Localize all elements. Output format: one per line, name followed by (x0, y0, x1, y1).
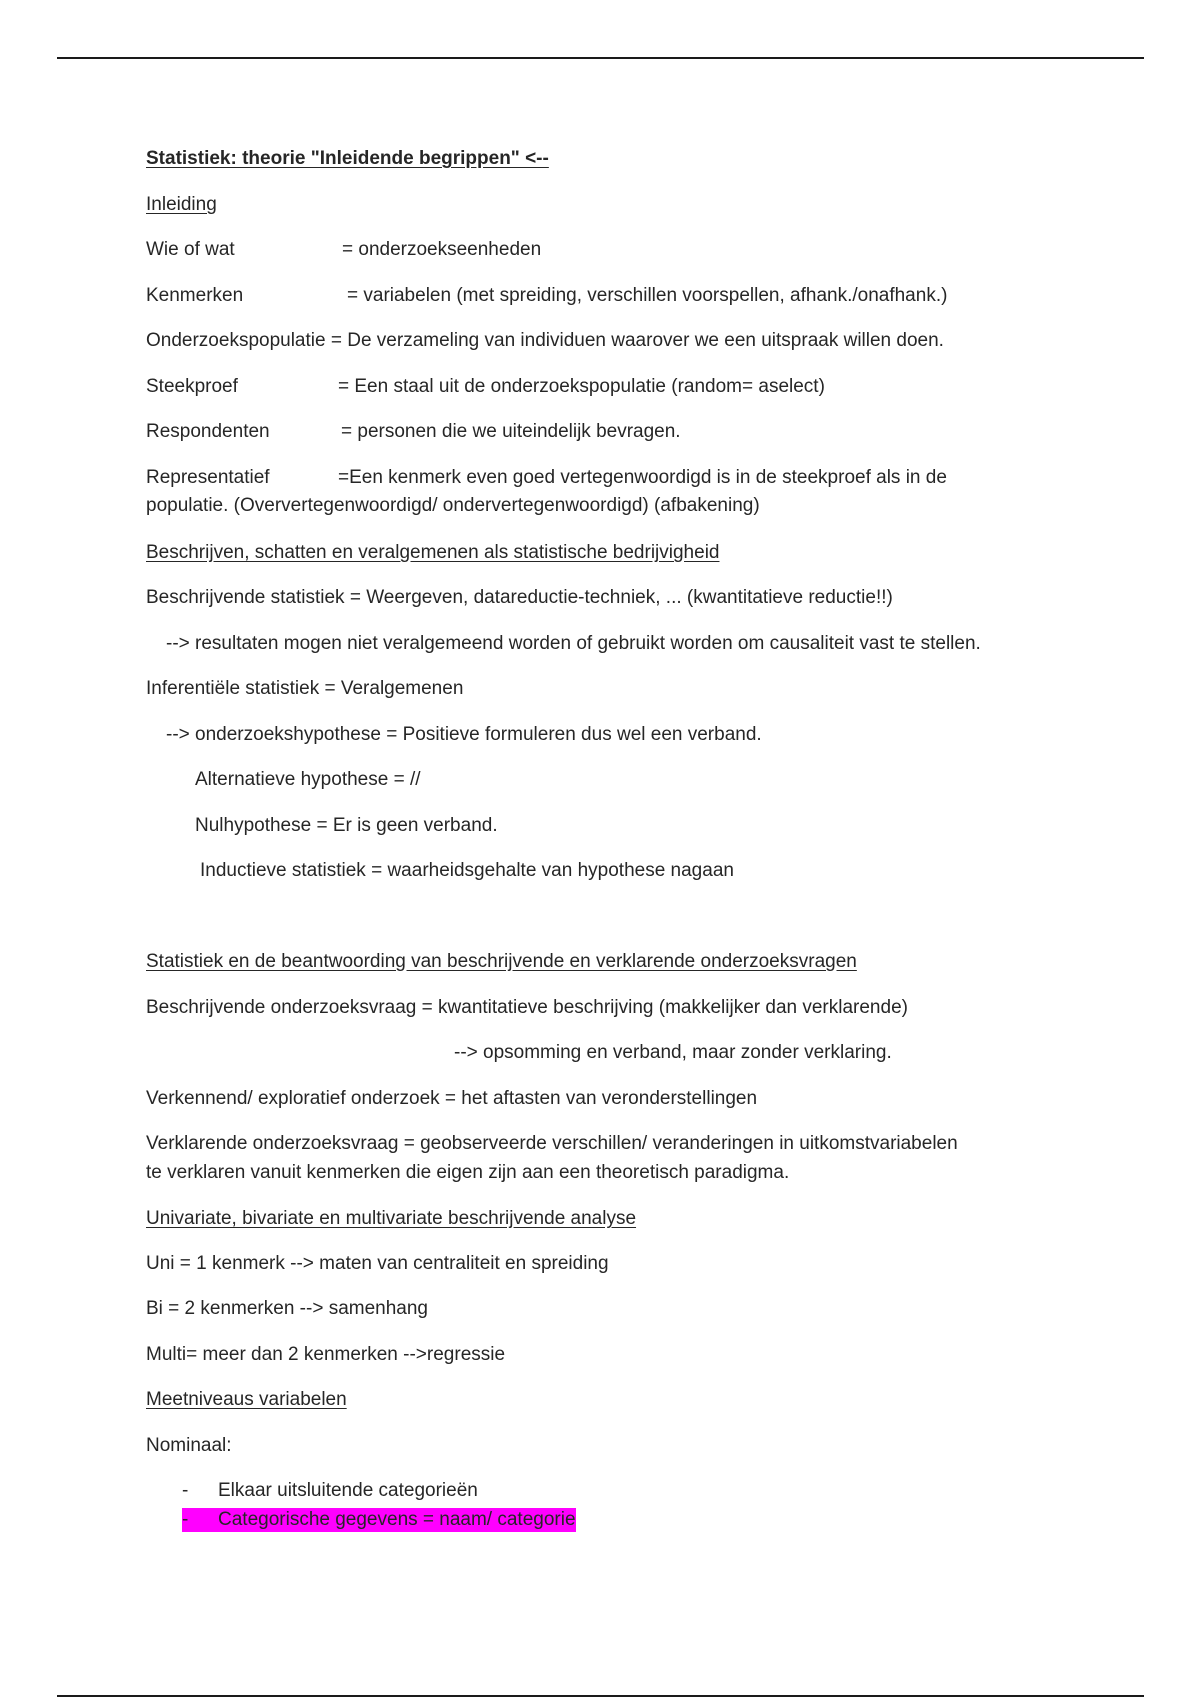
paragraph-beschrijvende-onderzoeksvraag: Beschrijvende onderzoeksvraag = kwantitatieve beschrijving (makkelijker dan verklarende) (146, 997, 908, 1018)
bullet-marker: - (182, 1509, 189, 1530)
definition-row (146, 375, 825, 399)
definition-row (146, 466, 947, 490)
definition-row (146, 238, 541, 262)
paragraph-alternatieve-hypothese: Alternatieve hypothese = // (195, 769, 421, 790)
section-heading-meetniveaus: Meetniveaus variabelen (146, 1389, 347, 1410)
paragraph-verkennend-onderzoek: Verkennend/ exploratief onderzoek = het aftasten van veronderstellingen (146, 1088, 758, 1109)
section-heading-onderzoeksvragen: Statistiek en de beantwoording van beschrijvende en verklarende onderzoeksvragen (146, 951, 857, 972)
section-heading-inleiding: Inleiding (146, 194, 217, 215)
definition-row (146, 284, 947, 308)
definition-text: = onderzoekseenheden (342, 239, 542, 260)
definition-text: = De verzameling van individuen waarover we een uitspraak willen doen. (330, 330, 944, 351)
paragraph-inferentiele-statistiek: Inferentiële statistiek = Veralgemenen (146, 678, 464, 699)
definition-text: =Een kenmerk even goed vertegenwoordigd is in de steekproef als in de (338, 467, 947, 488)
list-item-text: Categorische gegevens = naam/ categorie (218, 1509, 576, 1530)
definition-continuation: populatie. (Oververtegenwoordigd/ ondervertegenwoordigd) (afbakening) (146, 495, 760, 516)
definition-row (146, 420, 681, 444)
document-title: Statistiek: theorie "Inleidende begrippen" <-- (146, 148, 549, 169)
list-item-text: Elkaar uitsluitende categorieën (218, 1480, 478, 1501)
definition-text: = Een staal uit de onderzoekspopulatie (random= aselect) (338, 376, 825, 397)
definition-term: Steekproef (146, 376, 238, 397)
footer-rule (57, 1695, 1144, 1697)
definition-text: = variabelen (met spreiding, verschillen voorspellen, afhank./onafhank.) (347, 285, 948, 306)
definition-row (146, 329, 944, 353)
definition-term: Respondenten (146, 421, 270, 442)
header-rule (57, 57, 1144, 59)
paragraph-bi: Bi = 2 kenmerken --> samenhang (146, 1298, 428, 1319)
definition-text: = personen die we uiteindelijk bevragen. (341, 421, 681, 442)
bullet-marker: - (182, 1480, 189, 1501)
paragraph-uni: Uni = 1 kenmerk --> maten van centraliteit en spreiding (146, 1253, 609, 1274)
definition-term: Wie of wat (146, 239, 235, 260)
paragraph-verklarende-onderzoeksvraag: Verklarende onderzoeksvraag = geobserveerde verschillen/ veranderingen in uitkomstvariabelen (146, 1133, 958, 1154)
paragraph-verklarende-continuation: te verklaren vanuit kenmerken die eigen zijn aan een theoretisch paradigma. (146, 1162, 790, 1183)
arrow-note: --> resultaten mogen niet veralgemeend worden of gebruikt worden om causaliteit vast te stellen. (166, 633, 981, 654)
definition-term: Kenmerken (146, 285, 244, 306)
list-item-highlighted (182, 1508, 576, 1532)
paragraph-nominaal: Nominaal: (146, 1435, 232, 1456)
paragraph-multi: Multi= meer dan 2 kenmerken -->regressie (146, 1344, 506, 1365)
definition-term: Onderzoekspopulatie (146, 330, 326, 351)
definition-term: Representatief (146, 467, 270, 488)
section-heading-analyse: Univariate, bivariate en multivariate beschrijvende analyse (146, 1208, 637, 1229)
arrow-note: --> opsomming en verband, maar zonder verklaring. (454, 1042, 892, 1063)
paragraph-beschrijvende-statistiek: Beschrijvende statistiek = Weergeven, datareductie-techniek, ... (kwantitatieve reductie!!) (146, 587, 893, 608)
arrow-note: --> onderzoekshypothese = Positieve formuleren dus wel een verband. (166, 724, 762, 745)
paragraph-nulhypothese: Nulhypothese = Er is geen verband. (195, 815, 498, 836)
paragraph-inductieve-statistiek: Inductieve statistiek = waarheidsgehalte van hypothese nagaan (200, 860, 734, 881)
list-item (182, 1479, 478, 1503)
section-heading-beschrijven: Beschrijven, schatten en veralgemenen als statistische bedrijvigheid (146, 542, 720, 563)
